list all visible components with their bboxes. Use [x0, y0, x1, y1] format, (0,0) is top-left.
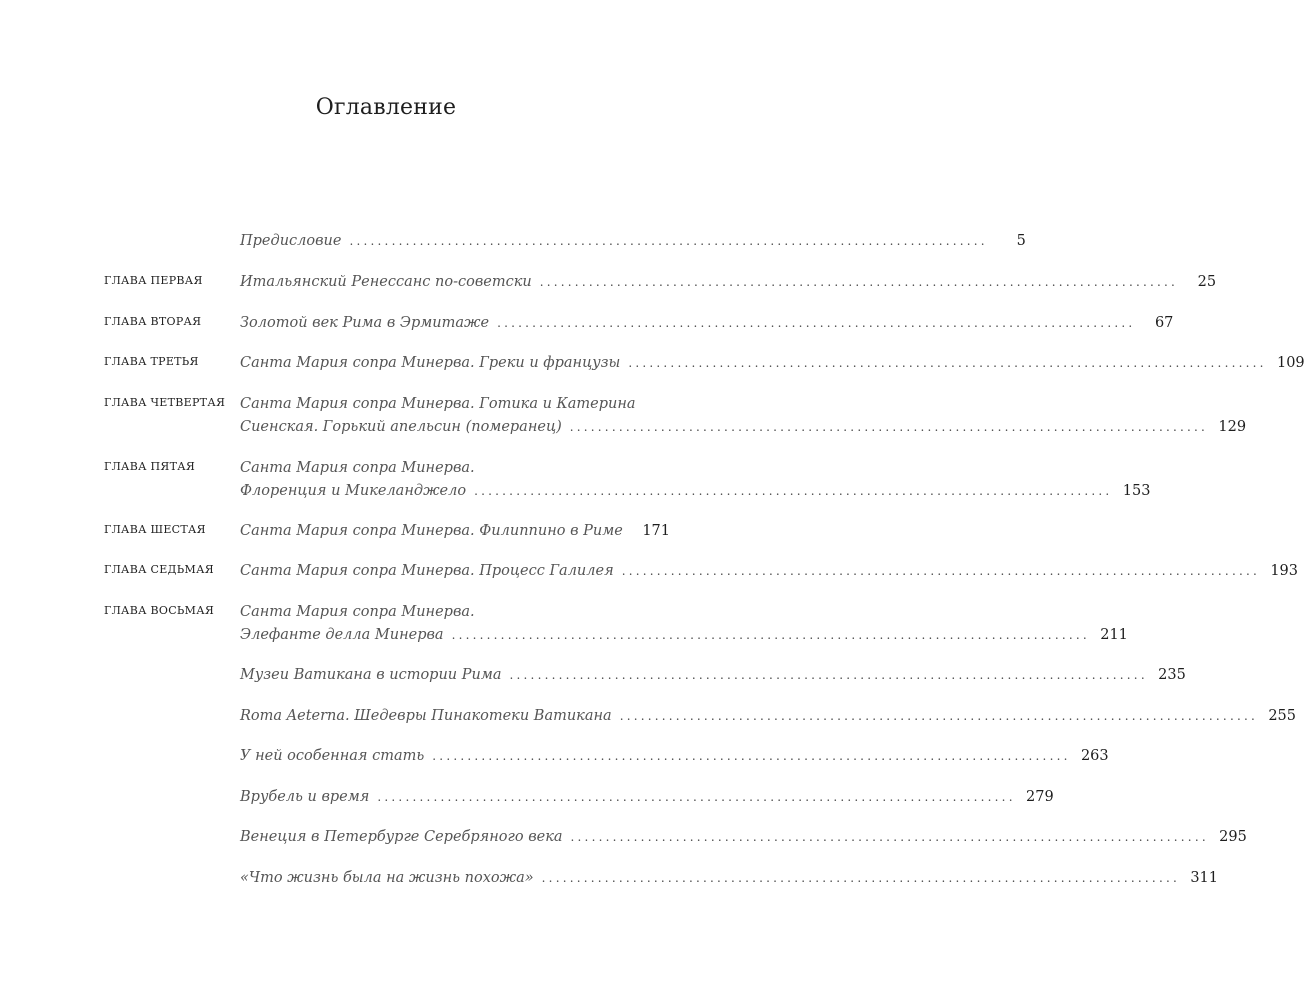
dot-leader: ........................................................................................... [628, 356, 1267, 370]
entry-title-text: Сиенская. Горький апельсин (померанец) [240, 419, 562, 435]
entry-title-text: Венеция в Петербурге Серебряного века [240, 829, 563, 845]
page-number: 129 [1218, 419, 1247, 435]
entry-title-line [240, 560, 1299, 583]
dot-leader: ........................................................................................... [621, 564, 1261, 578]
entry-title-text: Музеи Ватикана в истории Рима [240, 667, 502, 683]
dot-leader [631, 520, 632, 543]
dot-leader: ........................................................................................... [377, 790, 1016, 804]
entry-title [240, 664, 1186, 687]
entry-title-line [240, 520, 670, 543]
dot-leader: ........................................................................................... [570, 830, 1209, 844]
entry-title [240, 745, 1109, 768]
entry-title [240, 230, 1026, 253]
page-number: 67 [1154, 315, 1174, 331]
dot-leader: ........................................................................................... [432, 749, 1071, 763]
entry-title-line [240, 393, 670, 416]
entry-title-line [240, 230, 1026, 253]
entry-title-text: Санта Мария сопра Минерва. Греки и французы [240, 355, 621, 371]
page-number: 171 [642, 523, 670, 539]
page-number: 255 [1268, 708, 1297, 724]
chapter-label: ГЛАВА ПЯТАЯ [104, 460, 196, 473]
entry-title [240, 560, 1299, 583]
page-number: 295 [1219, 829, 1247, 845]
entry-title-text: У ней особенная стать [240, 748, 425, 764]
entry-title-text: Санта Мария сопра Минерва. Процесс Галилея [240, 563, 614, 579]
chapter-label: ГЛАВА ЧЕТВЕРТАЯ [104, 396, 226, 409]
entry-title-text: Санта Мария сопра Минерва. Филиппино в Риме [240, 523, 623, 539]
entry-title-text: Золотой век Рима в Эрмитаже [240, 315, 490, 331]
dot-leader: ........................................................................................... [474, 484, 1113, 498]
entry-title-line [240, 271, 1217, 294]
chapter-label: ГЛАВА СЕДЬМАЯ [104, 563, 214, 576]
entry-title-text: Предисловие [240, 233, 342, 249]
entry-title-text: Итальянский Ренессанс по-советски [240, 274, 532, 290]
dot-leader: ........................................................................................... [451, 628, 1090, 642]
entry-title [240, 601, 1128, 647]
entry-title [240, 867, 1218, 890]
entry-title-text: «Что жизнь была на жизнь похожа» [240, 870, 534, 886]
entry-title-line [240, 664, 1186, 687]
entry-title-line [240, 705, 1297, 728]
entry-title [240, 352, 1305, 375]
page-number: 263 [1080, 748, 1109, 764]
entry-title [240, 705, 1297, 728]
dot-leader: ........................................................................................... [497, 316, 1136, 330]
entry-title-line [240, 745, 1109, 768]
entry-title [240, 786, 1054, 809]
page-number: 25 [1197, 274, 1217, 290]
entry-title-line [240, 480, 1151, 503]
entry-title-line [240, 786, 1054, 809]
page-number: 279 [1026, 789, 1054, 805]
page-number: 153 [1122, 483, 1151, 499]
entry-title [240, 826, 1247, 849]
dot-leader: ........................................................................................... [349, 234, 988, 248]
chapter-label: ГЛАВА ТРЕТЬЯ [104, 355, 199, 368]
entry-title-line [240, 457, 670, 480]
entry-title-line [240, 826, 1247, 849]
entry-title-text: Элефанте делла Минерва [240, 627, 444, 643]
entry-title [240, 271, 1217, 294]
page-number: 211 [1100, 627, 1128, 643]
entry-title-text: Флоренция и Микеланджело [240, 483, 467, 499]
entry-title [240, 457, 1151, 503]
entry-title [240, 520, 670, 543]
chapter-label: ГЛАВА ВТОРАЯ [104, 315, 202, 328]
entry-title-text: Санта Мария сопра Минерва. Готика и Катерина [240, 396, 636, 412]
dot-leader: ........................................................................................... [539, 275, 1179, 289]
chapter-label: ГЛАВА ВОСЬМАЯ [104, 604, 215, 617]
page-number: 5 [1016, 233, 1026, 249]
entry-title-text: Roma Aeterna. Шедевры Пинакотеки Ватикана [240, 708, 612, 724]
chapter-label: ГЛАВА ШЕСТАЯ [104, 523, 206, 536]
page-number: 193 [1270, 563, 1299, 579]
dot-leader: ........................................................................................... [541, 871, 1180, 885]
page-number: 235 [1158, 667, 1186, 683]
entry-title-line [240, 624, 1128, 647]
entry-title-text: Врубель и время [240, 789, 370, 805]
entry-title-text: Санта Мария сопра Минерва. [240, 604, 475, 620]
dot-leader: ........................................................................................... [619, 709, 1259, 723]
entry-title [240, 312, 1174, 335]
page-number: 311 [1190, 870, 1218, 886]
entry-title-line [240, 312, 1174, 335]
dot-leader: ........................................................................................... [569, 420, 1209, 434]
entry-title-line [240, 601, 670, 624]
entry-title-line [240, 352, 1305, 375]
entry-title-text: Санта Мария сопра Минерва. [240, 460, 475, 476]
dot-leader: ........................................................................................... [509, 668, 1148, 682]
page-title: Оглавление [315, 95, 457, 120]
entry-title [240, 393, 1247, 439]
entry-title-line [240, 416, 1247, 439]
chapter-label: ГЛАВА ПЕРВАЯ [104, 274, 203, 287]
page-number: 109 [1276, 355, 1305, 371]
entry-title-line [240, 867, 1218, 890]
